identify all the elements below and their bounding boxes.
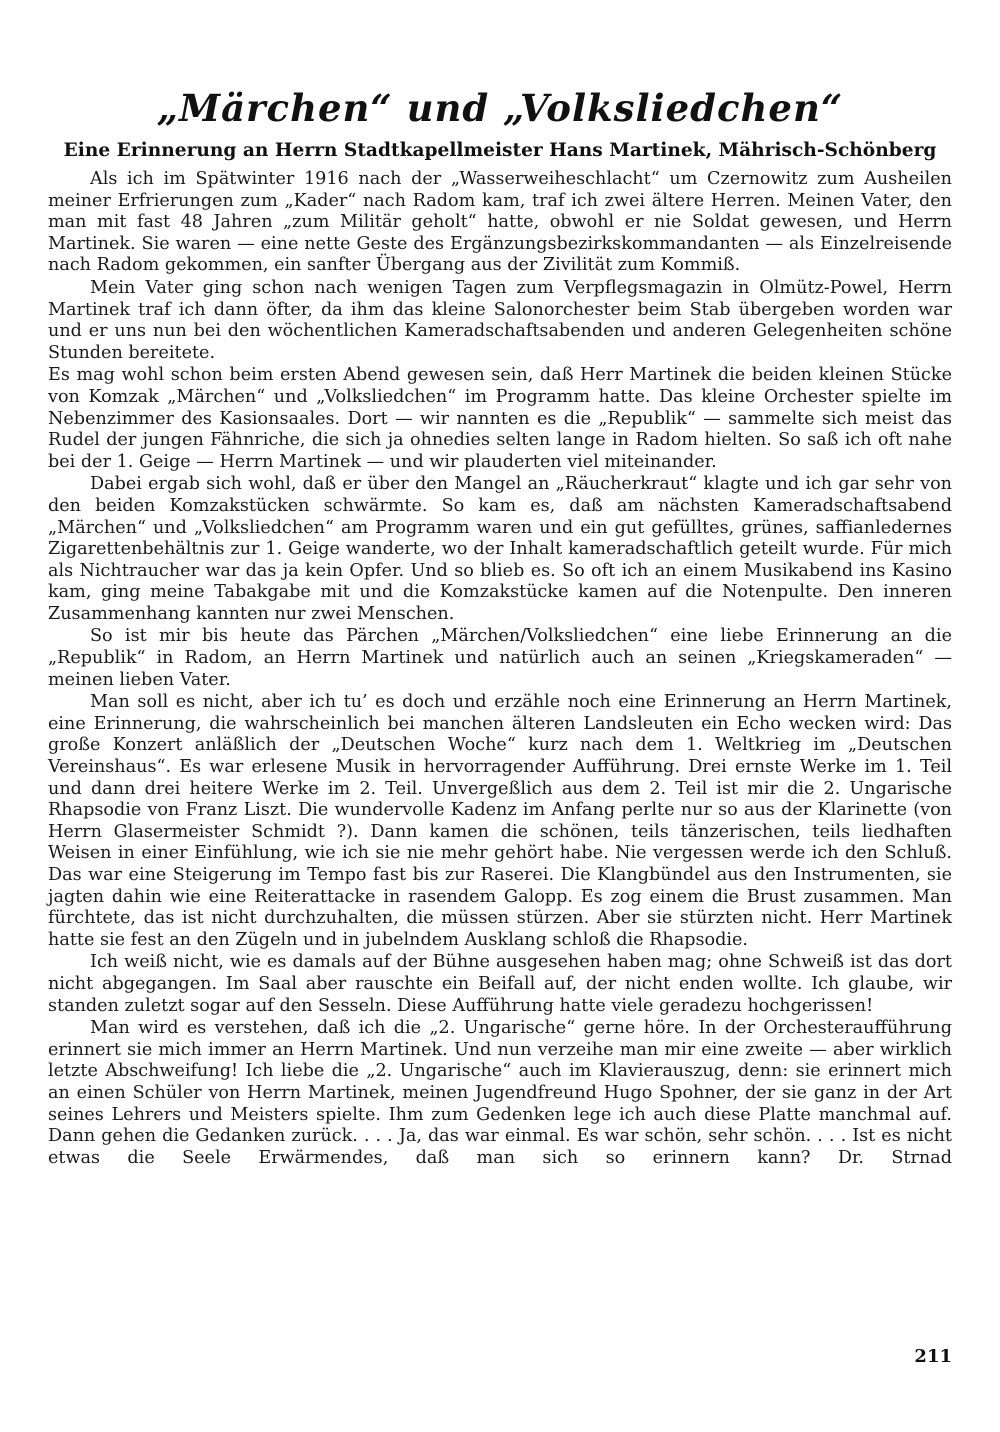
paragraph-8: Man wird es verstehen, daß ich die „2. Ungarische“ gerne höre. In der Orchesteraufführung erinnert sie mich immer an Herrn Martinek. Und nun verzeihe man mir eine zweite — aber wirklich letzte Abschweifung! Ich liebe die „2. Ungarische“ auch im Klavierauszug, denn: sie erinnert mich an einen Schüler von Herrn Martinek, meinen Jugendfreund Hugo Spohner, der sie ganz in der Art seines Lehrers und Meisters spielte. Ihm zum Gedenken lege ich auch diese Platte manchmal auf. Dann gehen die Gedanken zurück. . . . Ja, das war einmal. Es war schön, sehr schön. . . . Ist es nicht etwas die Seele Erwärmendes, daß man sich so erinnern kann? Dr. Strnad [48, 1018, 952, 1168]
article-subtitle: Eine Erinnerung an Herrn Stadtkapellmeister Hans Martinek, Mährisch-Schönberg [63, 140, 937, 161]
paragraph-1: Als ich im Spätwinter 1916 nach der „Wasserweiheschlacht“ um Czernowitz zum Ausheilen meiner Erfrierungen zum „Kader“ nach Radom kam, traf ich zwei ältere Herren. Meinen Vater, den man mit fast 48 Jahren „zum Militär geholt“ hatte, obwohl er nie Soldat gewesen, und Herrn Martinek. Sie waren — eine nette Geste des Ergänzungsbezirkskommandanten — als Einzelreisende nach Radom gekommen, ein sanfter Übergang aus der Zivilität zum Kommiß. [48, 169, 952, 276]
paragraph-6: Man soll es nicht, aber ich tu’ es doch und erzähle noch eine Erinnerung an Herrn Martinek, eine Erinnerung, die wahrscheinlich bei manchen älteren Landsleuten ein Echo wecken wird: Das große Konzert anläßlich der „Deutschen Woche“ kurz nach dem 1. Weltkrieg im „Deutschen Vereinshaus“. Es war erlesene Musik in hervorragender Aufführung. Drei ernste Werke im 1. Teil und dann drei heitere Werke im 2. Teil. Unvergeßlich aus dem 2. Teil ist mir die 2. Ungarische Rhapsodie von Franz Liszt. Die wundervolle Kadenz im Anfang perlte nur so aus der Klarinette (von Herrn Glasermeister Schmidt ?). Dann kamen die schönen, teils tänzerischen, teils liedhaften Weisen in einer Einfühlung, wie ich sie nie mehr gehört habe. Nie vergessen werde ich den Schluß. Das war eine Steigerung im Tempo fast bis zur Raserei. Die Klangbündel aus den Instrumenten, sie jagten dahin wie eine Reiterattacke in rasendem Galopp. Es zog einem die Brust zusammen. Man fürchtete, das ist nicht durchzuhalten, die müssen stürzen. Aber sie stürzten nicht. Herr Martinek hatte sie fest an den Zügeln und in jubelndem Ausklang schloß die Rhapsodie. [48, 692, 952, 950]
paragraph-4: Dabei ergab sich wohl, daß er über den Mangel an „Räucherkraut“ klagte und ich gar sehr von den beiden Komzakstücken schwärmte. So kam es, daß am nächsten Kameradschaftsabend „Märchen“ und „Volksliedchen“ am Programm waren und ein gut gefülltes, grünes, saffianledernes Zigarettenbehältnis zur 1. Geige wanderte, wo der Inhalt kameradschaftlich geteilt wurde. Für mich als Nichtraucher war das ja kein Opfer. Und so blieb es. So oft ich an einem Musikabend ins Kasino kam, ging meine Tabakgabe mit und die Komzakstücke kamen auf die Notenpulte. Den inneren Zusammenhang kannten nur zwei Menschen. [48, 474, 952, 624]
page-number: 211 [914, 1346, 952, 1367]
paragraph-7: Ich weiß nicht, wie es damals auf der Bühne ausgesehen haben mag; ohne Schweiß ist das dort nicht abgegangen. Im Saal aber rauschte ein Beifall auf, der nicht enden wollte. Ich glaube, wir standen zuletzt sogar auf den Sesseln. Diese Aufführung hatte viele geradezu hochgerissen! [48, 952, 952, 1016]
paragraph-2: Mein Vater ging schon nach wenigen Tagen zum Verpflegsmagazin in Olmütz-Powel, Herrn Martinek traf ich dann öfter, da ihm das kleine Salonorchester beim Stab übergeben worden war und er uns nun bei den wöchentlichen Kameradschaftsabenden und anderen Gelegenheiten schöne Stunden bereitete. [48, 277, 952, 363]
paragraph-3: Es mag wohl schon beim ersten Abend gewesen sein, daß Herr Martinek die beiden kleinen Stücke von Komzak „Märchen“ und „Volksliedchen“ im Programm hatte. Das kleine Orchester spielte im Nebenzimmer des Kasionsaales. Dort — wir nannten es die „Republik“ — sammelte sich meist das Rudel der jungen Fähnriche, die sich ja ohnedies selten lange in Radom hielten. So saß ich oft nahe bei der 1. Geige — Herrn Martinek — und wir plauderten viel miteinander. [48, 365, 952, 472]
article-body [48, 169, 952, 1170]
paragraph-5: So ist mir bis heute das Pärchen „Märchen/Volksliedchen“ eine liebe Erinnerung an die „Republik“ in Radom, an Herrn Martinek und natürlich auch an seinen „Kriegskameraden“ — meinen lieben Vater. [48, 626, 952, 690]
article-title: „Märchen“ und „Volksliedchen“ [156, 86, 844, 130]
